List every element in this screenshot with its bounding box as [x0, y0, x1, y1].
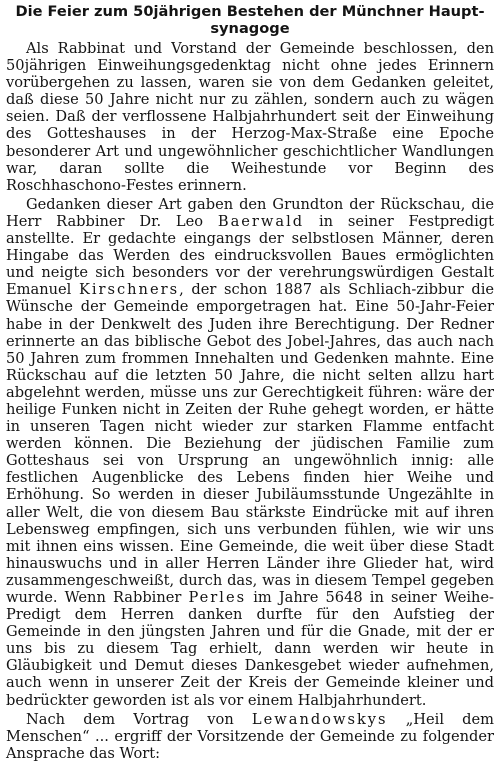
- article-title-line-1: Die Feier zum 50jährigen Bestehen der Münchner Haupt-: [15, 3, 485, 20]
- paragraph-2-text-b: in seiner Festpredigt anstellte. Er gedachte eingangs der selbstlosen Männer, deren Hingabe das Werden des eindrucksvollen Baues ermöglichten und neigte sich besonders vor der verehrungswürdigen Gestalt Emanuel: [6, 212, 494, 299]
- name-perles: Perles: [188, 589, 247, 606]
- article-title: [6, 3, 494, 37]
- paragraph-2-text-c: , der schon 1887 als Schliach-zibbur die Wünsche der Gemeinde emporgetragen hat. Eine 50-Jahr-Feier habe in der Denkwelt des Juden ihre Berechtigung. Der Redner erinnerte an das biblische Gebot des Jobel-Jahres, das auch nach 50 Jahren zum frommen Innehalten und Gedenken mahnte. Eine Rückschau auf die letzten 50 Jahre, die nicht selten allzu hart abgelehnt werden, müsse uns zur Gerechtigkeit führen: wäre der heilige Funken nicht in Zeiten der Ruhe gehegt worden, er hätte in unseren Tagen nicht wieder zur starken Flamme entfacht werden können. Die Beziehung der jüdischen Familie zum Gotteshaus sei von Ursprung an ungewöhnlich innig: alle festlichen Augenblicke des Lebens finden hier Weihe und Erhöhung. So werden in dieser Jubiläumsstunde Ungezählte in aller Welt, die von diesem Bau stärkste Eindrücke mit auf ihren Lebensweg empfingen, sich uns verbunden fühlen, wie wir uns mit ihnen eins wissen. Eine Gemeinde, die weit über diese Stadt hinauswuchs und in aller Herren Länder ihre Glieder hat, wird zusammengeschweißt, durch das, was in diesem Tempel gegeben wurde. Wenn Rabbiner: [6, 281, 494, 606]
- article-title-line-2: synagoge: [210, 20, 290, 37]
- paragraph-2-text-a: Gedanken dieser Art gaben den Grundton der Rückschau, die Herr Rabbiner Dr. Leo: [6, 195, 494, 230]
- name-lewandowskys: Lewandowskys: [251, 710, 388, 728]
- name-kirschners: Kirschners: [78, 281, 180, 299]
- paragraph-2-text-d: im Jahre 5648 in seiner Weihe-Predigt dem Herren danken durfte für den Aufstieg der Gemeinde in den jüngsten Jahren und für die Gnade, mit der er uns bis zu diesem Tag erhielt, dann werden wir heute in Gläubigkeit und Demut dieses Dankesgebet wieder aufnehmen, auch wenn in unserer Zeit der Kreis der Gemeinde kleiner und bedrückter geworden ist als vor einem Halbjahrhundert.: [6, 589, 494, 709]
- paragraph-1: Als Rabbinat und Vorstand der Gemeinde beschlossen, den 50jährigen Einweihungsgedenktag nicht ohne jedes Erinnern vorübergehen zu lassen, waren sie von dem Gedanken geleitet, daß diese 50 Jahre nicht nur zu zählen, sondern auch zu wägen seien. Daß der verflossene Halbjahrhundert seit der Einweihung des Gotteshauses in der Herzog-Max-Straße eine Epoche besonderer Art und ungewöhnlicher geschichtlicher Wandlungen war, daran sollte die Weihestunde vor Beginn des Roschhaschono-Festes erinnern.: [6, 40, 494, 194]
- paragraph-3: [6, 711, 494, 762]
- paragraph-2: [6, 196, 494, 709]
- newspaper-article: [0, 3, 500, 767]
- paragraph-3-text-a: Nach dem Vortrag von: [26, 710, 252, 728]
- paragraph-3-text-b: „Heil dem Menschen“ ... ergriff der Vorsitzende der Gemeinde zu folgender Ansprache das Wort:: [6, 710, 494, 762]
- name-baerwald: Baerwald: [217, 212, 305, 230]
